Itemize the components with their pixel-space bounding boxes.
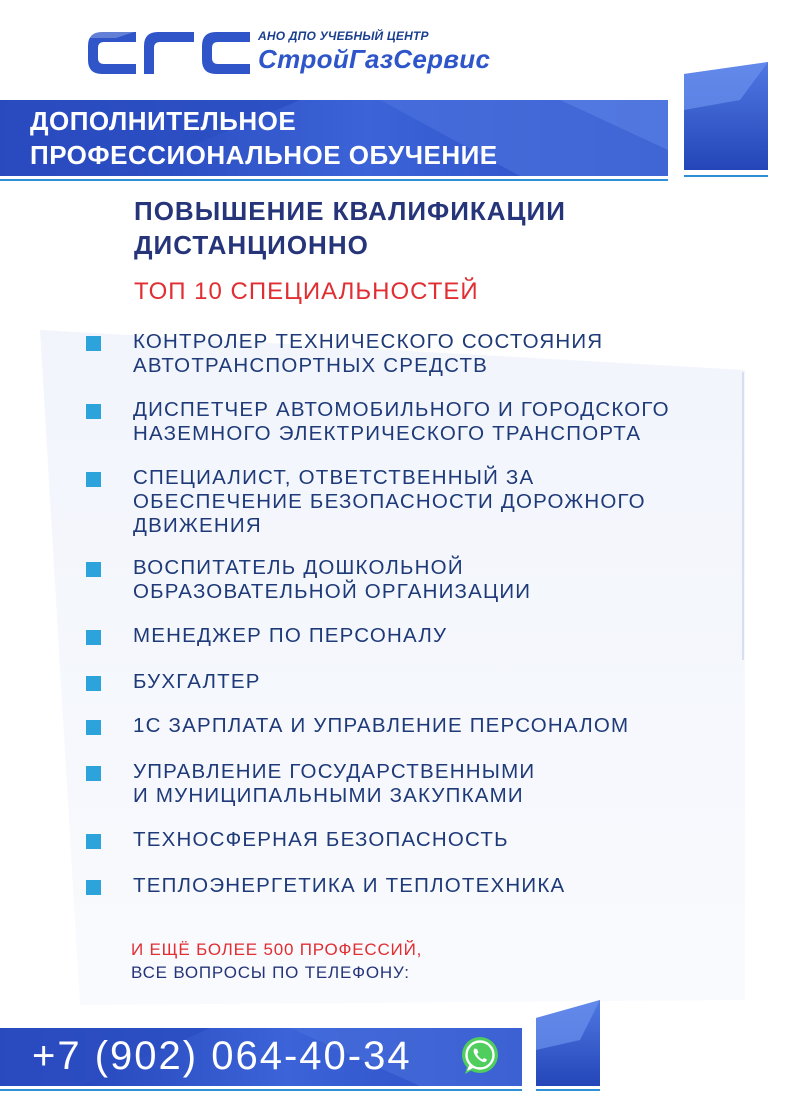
main-heading	[134, 194, 734, 262]
top10-subheading: ТОП 10 СПЕЦИАЛЬНОСТЕЙ	[134, 278, 479, 305]
list-item-text	[133, 828, 753, 852]
list-item-line: ВОСПИТАТЕЛЬ ДОШКОЛЬНОЙ	[133, 556, 464, 579]
list-item-line: ТЕПЛОЭНЕРГЕТИКА И ТЕПЛОТЕХНИКА	[133, 874, 566, 897]
logo-mark-icon	[86, 28, 252, 78]
main-heading-line2: ДИСТАНЦИОННО	[134, 230, 369, 260]
header-title-line1: ДОПОЛНИТЕЛЬНОЕ	[30, 106, 297, 136]
square-bullet-icon	[86, 404, 101, 419]
more-professions-line: И ЕЩЁ БОЛЕЕ 500 ПРОФЕССИЙ,	[131, 940, 423, 959]
whatsapp-icon[interactable]	[458, 1034, 502, 1078]
questions-by-phone-line: ВСЕ ВОПРОСЫ ПО ТЕЛЕФОНУ:	[131, 963, 410, 982]
list-item-text	[133, 874, 753, 898]
square-bullet-icon	[86, 766, 101, 781]
list-item-text	[133, 624, 753, 648]
phone-number[interactable]: +7 (902) 064-40-34	[32, 1034, 412, 1078]
list-item-line: И МУНИЦИПАЛЬНЫМИ ЗАКУПКАМИ	[133, 784, 524, 807]
logo-name: СтройГазСервис	[258, 44, 491, 74]
square-bullet-icon	[86, 834, 101, 849]
square-bullet-icon	[86, 472, 101, 487]
square-bullet-icon	[86, 880, 101, 895]
square-bullet-icon	[86, 720, 101, 735]
list-item-text	[133, 714, 753, 738]
list-item-text	[133, 760, 753, 808]
logo-subtitle: АНО ДПО УЧЕБНЫЙ ЦЕНТР	[258, 29, 429, 43]
list-item-line: ДВИЖЕНИЯ	[133, 514, 262, 537]
list-item-line: ОБЕСПЕЧЕНИЕ БЕЗОПАСНОСТИ ДОРОЖНОГО	[133, 490, 646, 513]
header-title-line2: ПРОФЕССИОНАЛЬНОЕ ОБУЧЕНИЕ	[30, 140, 498, 170]
list-item-line: МЕНЕДЖЕР ПО ПЕРСОНАЛУ	[133, 624, 448, 647]
list-item-line: АВТОТРАНСПОРТНЫХ СРЕДСТВ	[133, 354, 489, 377]
list-item-line: ОБРАЗОВАТЕЛЬНОЙ ОРГАНИЗАЦИИ	[133, 580, 532, 603]
list-item-text	[133, 398, 753, 446]
list-item-line: БУХГАЛТЕР	[133, 670, 261, 693]
header-title	[30, 104, 650, 172]
list-item-text	[133, 670, 753, 694]
list-item-line: СПЕЦИАЛИСТ, ОТВЕТСТВЕННЫЙ ЗА	[133, 466, 535, 489]
list-item-text	[133, 330, 753, 378]
list-item-line: 1С ЗАРПЛАТА И УПРАВЛЕНИЕ ПЕРСОНАЛОМ	[133, 714, 630, 737]
more-professions-note	[131, 938, 422, 984]
logo	[86, 28, 526, 84]
square-bullet-icon	[86, 562, 101, 577]
square-bullet-icon	[86, 336, 101, 351]
main-heading-line1: ПОВЫШЕНИЕ КВАЛИФИКАЦИИ	[134, 196, 566, 226]
list-item-text	[133, 466, 753, 538]
list-item-line: ДИСПЕТЧЕР АВТОМОБИЛЬНОГО И ГОРОДСКОГО	[133, 398, 670, 421]
list-item-line: ТЕХНОСФЕРНАЯ БЕЗОПАСНОСТЬ	[133, 828, 509, 851]
list-item-line: НАЗЕМНОГО ЭЛЕКТРИЧЕСКОГО ТРАНСПОРТА	[133, 422, 642, 445]
square-bullet-icon	[86, 630, 101, 645]
list-item-text	[133, 556, 753, 604]
list-item-line: УПРАВЛЕНИЕ ГОСУДАРСТВЕННЫМИ	[133, 760, 536, 783]
list-item-line: КОНТРОЛЕР ТЕХНИЧЕСКОГО СОСТОЯНИЯ	[133, 330, 604, 353]
square-bullet-icon	[86, 676, 101, 691]
